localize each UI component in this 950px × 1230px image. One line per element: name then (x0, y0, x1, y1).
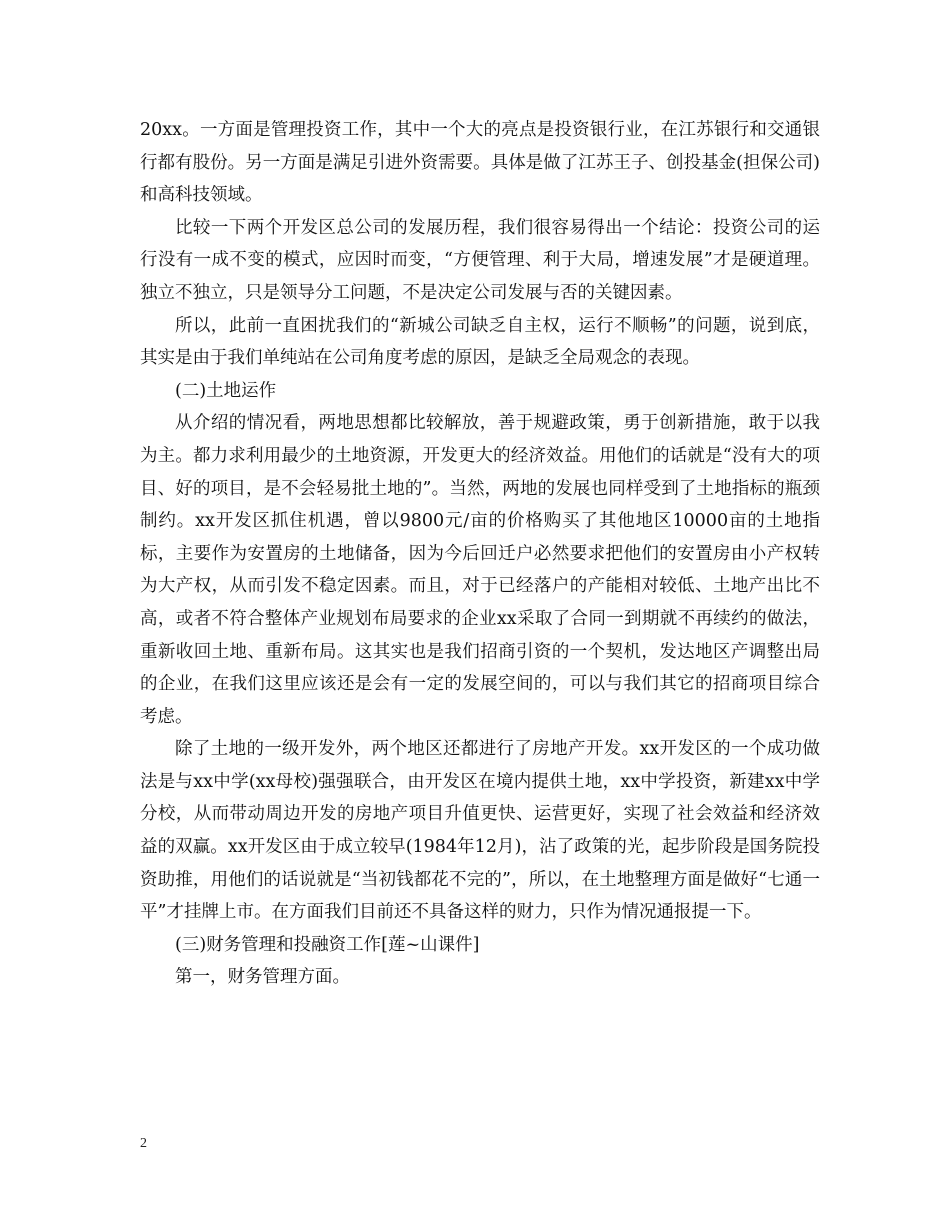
paragraph-real-estate: 除了土地的一级开发外，两个地区还都进行了房地产开发。xx开发区的一个成功做法是与xx中学(xx母校)强强联合，由开发区在境内提供土地，xx中学投资，新建xx中学分校，从而带动周边开发的房地产项目升值更快、运营更好，实现了社会效益和经济效益的双赢。xx开发区由于成立较早(1984年12月)，沾了政策的光，起步阶段是国务院投资助推，用他们的话说就是“当初钱都花不完的”，所以，在土地整理方面是做好“七通一平”才挂牌上市。在方面我们目前还不具备这样的财力，只作为情况通报提一下。 (140, 739, 820, 923)
page-number: 2 (140, 1136, 147, 1151)
paragraph-comparison: 比较一下两个开发区总公司的发展历程，我们很容易得出一个结论：投资公司的运行没有一成不变的模式，应因时而变，“方便管理、利于大局，增速发展”才是硬道理。独立不独立，只是领导分工问题，不是决定公司发展与否的关键因素。 (140, 217, 820, 303)
section-heading-finance: (三)财务管理和投融资工作[莲~山课件] (175, 934, 480, 955)
document-body (140, 114, 820, 994)
paragraph-investment-work: 20xx。一方面是管理投资工作，其中一个大的亮点是投资银行业，在江苏银行和交通银行都有股份。另一方面是满足引进外资需要。具体是做了江苏王子、创投基金(担保公司)和高科技领域。 (140, 120, 820, 206)
section-heading-land-operation: (二)土地运作 (175, 380, 277, 401)
paragraph-finance-first: 第一，财务管理方面。 (175, 967, 350, 988)
paragraph-land-operation: 从介绍的情况看，两地思想都比较解放，善于规避政策，勇于创新措施，敢于以我为主。都力求利用最少的土地资源，开发更大的经济效益。用他们的话就是“没有大的项目、好的项目，是不会轻易批土地的”。当然，两地的发展也同样受到了土地指标的瓶颈制约。xx开发区抓住机遇，曾以9800元/亩的价格购买了其他地区10000亩的土地指标，主要作为安置房的土地储备，因为今后回迁户必然要求把他们的安置房由小产权转为大产权，从而引发不稳定因素。而且，对于已经落户的产能相对较低、土地产出比不高，或者不符合整体产业规划布局要求的企业xx采取了合同一到期就不再续约的做法，重新收回土地、重新布局。这其实也是我们招商引资的一个契机，发达地区产调整出局的企业，在我们这里应该还是会有一定的发展空间的，可以与我们其它的招商项目综合考虑。 (140, 413, 820, 727)
paragraph-conclusion: 所以，此前一直困扰我们的“新城公司缺乏自主权，运行不顺畅”的问题，说到底，其实是由于我们单纯站在公司角度考虑的原因，是缺乏全局观念的表现。 (140, 315, 820, 369)
